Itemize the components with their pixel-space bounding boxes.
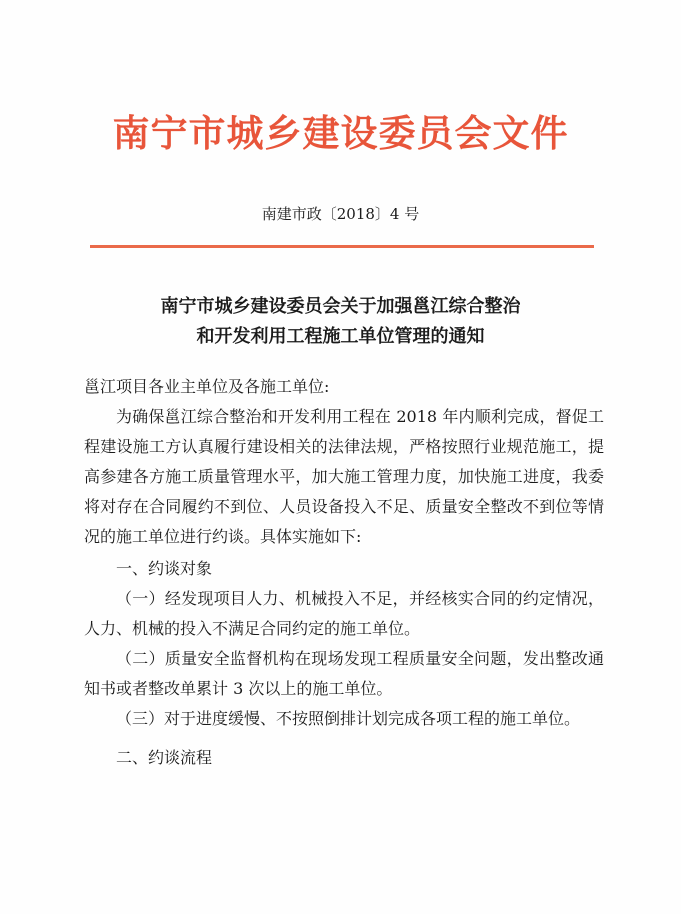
notice-title (0, 292, 681, 352)
section-1-heading: 一、约谈对象 (116, 559, 213, 578)
addressee: 邕江项目各业主单位及各施工单位: (84, 377, 330, 396)
document-number: 南建市政〔2018〕4 号 (261, 205, 420, 223)
section-1-item-1: （一）经发现项目人力、机械投入不足，并经核实合同的约定情况，人力、机械的投入不满足合同约定的施工单位。 (84, 589, 604, 638)
section-1-item-3: （三）对于进度缓慢、不按照倒排计划完成各项工程的施工单位。 (116, 709, 581, 728)
notice-title-line-2: 和开发利用工程施工单位管理的通知 (196, 326, 485, 347)
section-1-item-2: （二）质量安全监督机构在现场发现工程质量安全问题，发出整改通知书或者整改单累计 3 次以上的施工单位。 (84, 649, 604, 698)
notice-body (84, 372, 604, 773)
intro-paragraph: 为确保邕江综合整治和开发利用工程在 2018 年内顺利完成，督促工程建设施工方认真履行建设相关的法律法规，严格按照行业规范施工，提高参建各方施工质量管理水平，加大施工管理力度，加快施工进度，我委将对存在合同履约不到位、人员设备投入不足、质量安全整改不到位等情况的施工单位进行约谈。具体实施如下: (84, 407, 604, 546)
notice-title-line-1: 南宁市城乡建设委员会关于加强邕江综合整治 (160, 296, 521, 317)
header-divider (90, 245, 594, 248)
org-header-title: 南宁市城乡建设委员会文件 (112, 111, 569, 155)
section-2-heading: 二、约谈流程 (116, 748, 213, 767)
